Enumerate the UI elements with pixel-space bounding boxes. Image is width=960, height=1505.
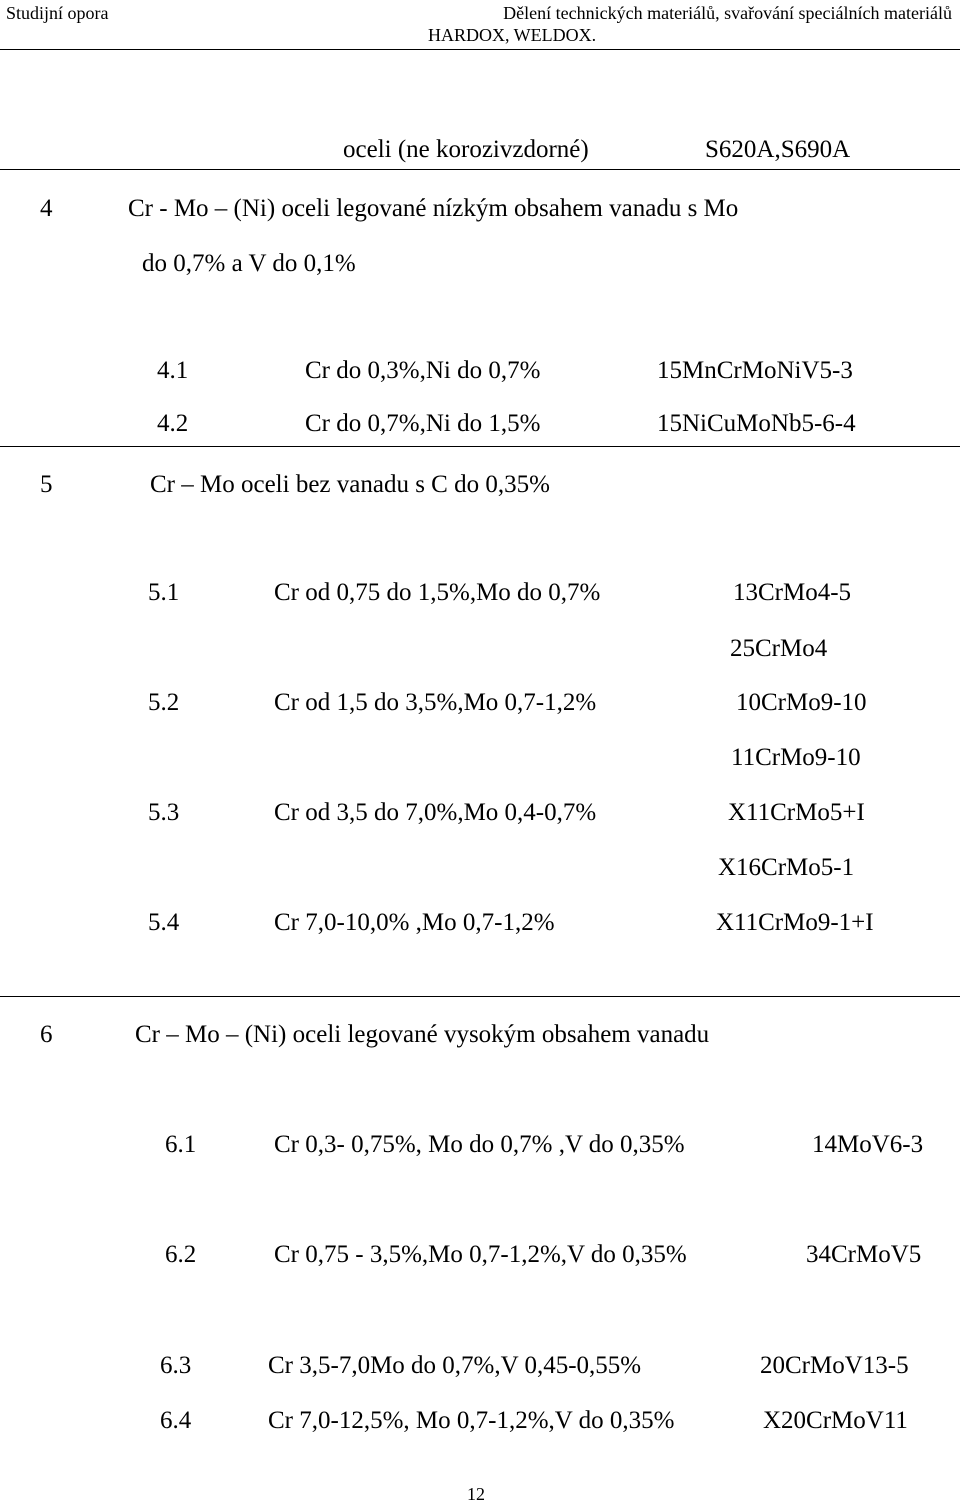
row-description: Cr od 0,75 do 1,5%,Mo do 0,7% bbox=[274, 579, 601, 606]
group6-title: Cr – Mo – (Ni) oceli legované vysokým obsahem vanadu bbox=[135, 1021, 710, 1048]
row-number: 5.4 bbox=[148, 909, 180, 936]
row-grade: 10CrMo9-10 bbox=[736, 689, 867, 716]
group4-title: Cr - Mo – (Ni) oceli legované nízkým obsahem vanadu s Mo bbox=[128, 195, 739, 222]
row-number: 6.3 bbox=[160, 1352, 192, 1379]
row-grade: X11CrMo5+I bbox=[728, 799, 865, 826]
row-grade: X11CrMo9-1+I bbox=[716, 909, 874, 936]
row-grade-alt: 25CrMo4 bbox=[730, 635, 828, 662]
row-number: 6.2 bbox=[165, 1241, 197, 1268]
top-row-text: oceli (ne korozivzdorné) bbox=[343, 136, 589, 163]
row-number: 6.1 bbox=[165, 1131, 197, 1158]
row-number: 5.3 bbox=[148, 799, 180, 826]
group4-title-line2: do 0,7% a V do 0,1% bbox=[142, 250, 356, 277]
row-description: Cr 0,75 - 3,5%,Mo 0,7-1,2%,V do 0,35% bbox=[274, 1241, 687, 1268]
header-rule bbox=[0, 49, 960, 50]
row-grade: X20CrMoV11 bbox=[763, 1407, 908, 1434]
group5-title: Cr – Mo oceli bez vanadu s C do 0,35% bbox=[150, 471, 550, 498]
header-title: Dělení technických materiálů, svařování speciálních materiálů bbox=[503, 3, 952, 23]
group5-number: 5 bbox=[40, 471, 53, 498]
top-row-grade: S620A,S690A bbox=[705, 136, 851, 163]
row-number: 6.4 bbox=[160, 1407, 192, 1434]
row-number: 4.1 bbox=[157, 357, 189, 384]
row-grade-alt: X16CrMo5-1 bbox=[718, 854, 855, 881]
page-number: 12 bbox=[467, 1484, 485, 1504]
row-description: Cr do 0,7%,Ni do 1,5% bbox=[305, 410, 541, 437]
row-description: Cr 7,0-12,5%, Mo 0,7-1,2%,V do 0,35% bbox=[268, 1407, 675, 1434]
table-rule bbox=[0, 996, 960, 997]
row-grade: 15MnCrMoNiV5-3 bbox=[657, 357, 853, 384]
row-description: Cr do 0,3%,Ni do 0,7% bbox=[305, 357, 541, 384]
row-description: Cr 7,0-10,0% ,Mo 0,7-1,2% bbox=[274, 909, 555, 936]
row-grade: 15NiCuMoNb5-6-4 bbox=[657, 410, 856, 437]
row-number: 4.2 bbox=[157, 410, 189, 437]
row-number: 5.2 bbox=[148, 689, 180, 716]
row-grade-alt: 11CrMo9-10 bbox=[731, 744, 861, 771]
row-grade: 14MoV6-3 bbox=[812, 1131, 924, 1158]
group6-number: 6 bbox=[40, 1021, 53, 1048]
row-grade: 13CrMo4-5 bbox=[733, 579, 852, 606]
row-description: Cr od 3,5 do 7,0%,Mo 0,4-0,7% bbox=[274, 799, 597, 826]
header-subtitle: HARDOX, WELDOX. bbox=[428, 25, 597, 45]
group4-number: 4 bbox=[40, 195, 53, 222]
row-number: 5.1 bbox=[148, 579, 180, 606]
table-rule bbox=[0, 169, 960, 170]
row-grade: 34CrMoV5 bbox=[806, 1241, 922, 1268]
row-grade: 20CrMoV13-5 bbox=[760, 1352, 909, 1379]
table-rule bbox=[0, 446, 960, 447]
row-description: Cr 0,3- 0,75%, Mo do 0,7% ,V do 0,35% bbox=[274, 1131, 685, 1158]
header-left: Studijní opora bbox=[6, 3, 109, 23]
row-description: Cr od 1,5 do 3,5%,Mo 0,7-1,2% bbox=[274, 689, 597, 716]
row-description: Cr 3,5-7,0Mo do 0,7%,V 0,45-0,55% bbox=[268, 1352, 642, 1379]
